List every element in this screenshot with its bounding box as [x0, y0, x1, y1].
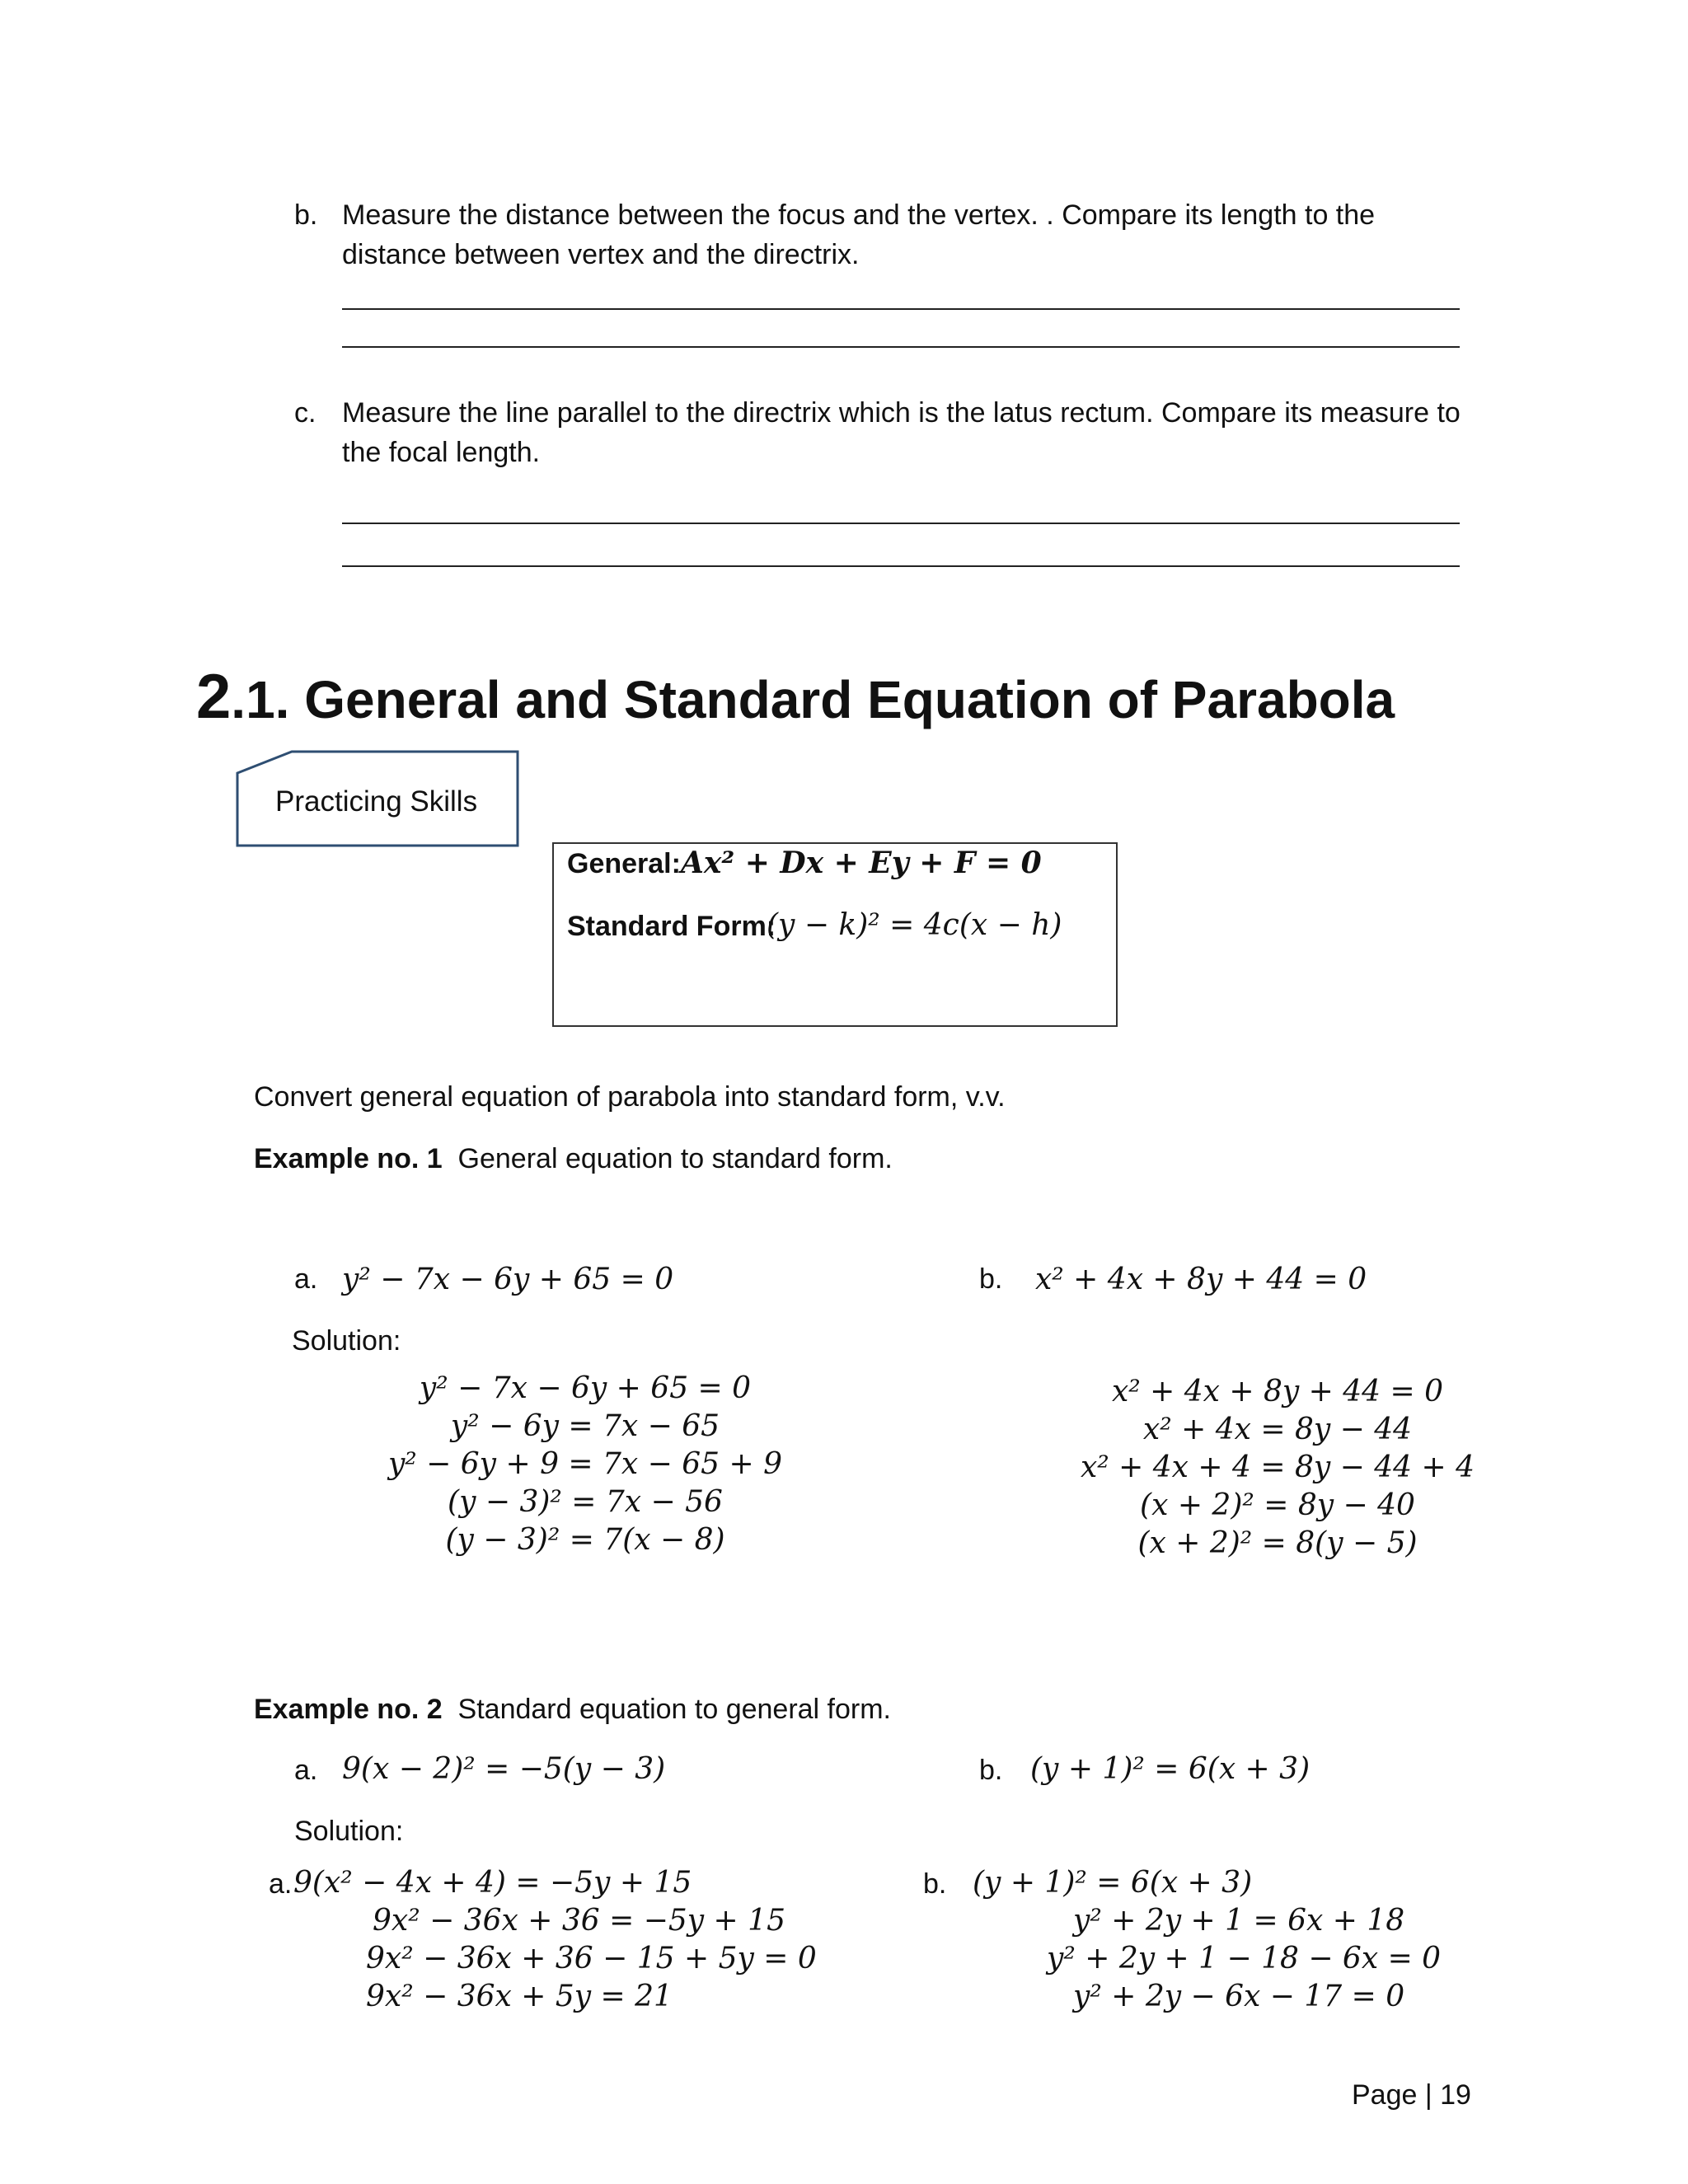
solution-step: (x + 2)² = 8y − 40	[1140, 1488, 1415, 1522]
question-c-line2: the focal length.	[342, 437, 541, 468]
solution-step: y² − 7x − 6y + 65 = 0	[419, 1371, 752, 1405]
solution-step: y² + 2y − 6x − 17 = 0	[1073, 1980, 1405, 2013]
solution-step: (y − 3)² = 7x − 56	[448, 1485, 723, 1519]
example1-a-solution	[379, 1370, 791, 1559]
section-heading	[196, 664, 1395, 733]
intro-text: Convert general equation of parabola into standard form, v.v.	[254, 1081, 1006, 1113]
example1-label: Example no. 1	[254, 1143, 443, 1174]
example2-a-marker: a.	[294, 1755, 318, 1786]
example2-a-equation: 9(x − 2)² = −5(y − 3)	[342, 1752, 666, 1786]
solution-step: (y + 1)² = 6(x + 3)	[973, 1866, 1253, 1900]
section-number: 2	[196, 662, 232, 732]
example2-desc: Standard equation to general form.	[457, 1694, 892, 1725]
solution-step: y² + 2y + 1 = 6x + 18	[1073, 1904, 1405, 1938]
solution-step: y² + 2y + 1 − 18 − 6x = 0	[1047, 1942, 1442, 1975]
example2-b-solution	[973, 1864, 1467, 2016]
example2-a-solution	[293, 1864, 817, 2016]
example1-b-equation: x² + 4x + 8y + 44 = 0	[1035, 1263, 1367, 1296]
solution-step: x² + 4x = 8y − 44	[1142, 1413, 1413, 1446]
solution-step: 9x² − 36x + 36 − 15 + 5y = 0	[366, 1942, 817, 1975]
standard-label: Standard Form:	[567, 911, 776, 942]
answer-line[interactable]	[342, 308, 1460, 310]
question-c-line1: Measure the line parallel to the directrix which is the latus rectum. Compare its measure to	[342, 397, 1461, 429]
solution-step: 9x² − 36x + 36 = −5y + 15	[373, 1904, 785, 1938]
example1-b-marker: b.	[979, 1263, 1003, 1295]
example1-b-solution	[1080, 1373, 1475, 1563]
solution-step: y² − 6y = 7x − 65	[450, 1409, 720, 1443]
solution-step: y² − 6y + 9 = 7x − 65 + 9	[387, 1447, 783, 1481]
answer-line[interactable]	[342, 565, 1460, 567]
page-number: Page | 19	[1352, 2079, 1471, 2111]
solution-step: (y − 3)² = 7(x − 8)	[445, 1523, 725, 1557]
example1-desc: General equation to standard form.	[457, 1143, 893, 1174]
solution-step: 9x² − 36x + 5y = 21	[366, 1980, 673, 2013]
general-equation: Ax² + Dx + Ey + F = 0	[681, 846, 1042, 880]
example2-b-equation: (y + 1)² = 6(x + 3)	[1030, 1752, 1311, 1786]
example2-heading	[254, 1690, 891, 1729]
question-b-line1: Measure the distance between the focus and the vertex. . Compare its length to the	[342, 199, 1376, 231]
example2-sol-b-marker: b.	[923, 1868, 947, 1900]
section-title: .1. General and Standard Equation of Parabola	[231, 670, 1395, 729]
answer-line[interactable]	[342, 523, 1460, 524]
practicing-skills-label: Practicing Skills	[275, 785, 478, 818]
solution-step: x² + 4x + 8y + 44 = 0	[1111, 1375, 1444, 1408]
solution-step: (x + 2)² = 8(y − 5)	[1137, 1526, 1418, 1560]
solution-step: 9(x² − 4x + 4) = −5y + 15	[293, 1866, 692, 1900]
example2-label: Example no. 2	[254, 1694, 443, 1725]
standard-equation: (y − k)² = 4c(x − h)	[767, 908, 1062, 942]
example1-heading	[254, 1139, 893, 1179]
question-c-marker: c.	[294, 397, 316, 429]
answer-line[interactable]	[342, 346, 1460, 348]
question-b-marker: b.	[294, 199, 318, 231]
example1-a-marker: a.	[294, 1263, 318, 1295]
example1-solution-label: Solution:	[292, 1325, 401, 1357]
example1-a-equation: y² − 7x − 6y + 65 = 0	[342, 1263, 674, 1296]
solution-step: x² + 4x + 4 = 8y − 44 + 4	[1080, 1451, 1475, 1484]
example2-b-marker: b.	[979, 1755, 1003, 1786]
general-label: General:	[567, 848, 681, 879]
example2-solution-label: Solution:	[294, 1816, 404, 1847]
question-b-line2: distance between vertex and the directrix.	[342, 239, 860, 270]
example2-sol-a-marker: a.	[269, 1868, 293, 1900]
